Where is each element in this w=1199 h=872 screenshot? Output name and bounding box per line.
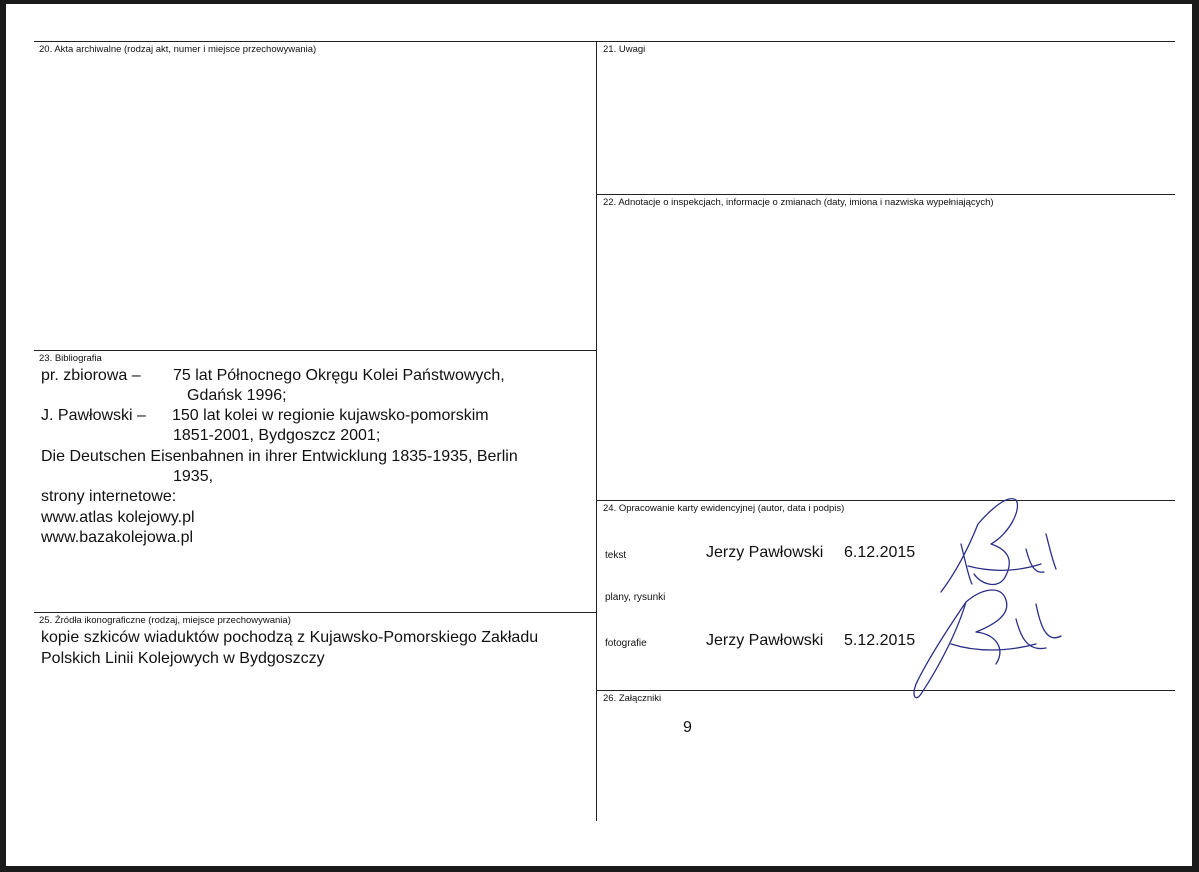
bib-entry-3-cont: 1935,: [173, 468, 214, 485]
page-number: 9: [683, 719, 692, 736]
row-photos-label: fotografie: [605, 638, 647, 649]
bib-web-2: www.bazakolejowa.pl: [41, 529, 194, 546]
iconographic-sources-line-1: kopie szkiców wiaduktów pochodzą z Kujawsko-Pomorskiego Zakładu: [41, 629, 539, 646]
field-20-label: 20. Akta archiwalne (rodzaj akt, numer i miejsce przechowywania): [39, 44, 317, 55]
bib-entry-2-title: 150 lat kolei w regionie kujawsko-pomorskim: [172, 407, 489, 424]
row-photos-author: Jerzy Pawłowski: [706, 632, 824, 649]
field-26-label: 26. Załączniki: [603, 693, 662, 704]
bib-entry-1-author: pr. zbiorowa –: [41, 367, 141, 384]
bib-entry-3: Die Deutschen Eisenbahnen in ihrer Entwicklung 1835-1935, Berlin: [41, 448, 518, 465]
bib-entry-2-cont: 1851-2001, Bydgoszcz 2001;: [173, 427, 381, 444]
row-text-date: 6.12.2015: [844, 544, 916, 561]
handwritten-signatures: [6, 4, 1192, 866]
field-25-label: 25. Źródła ikonograficzne (rodzaj, miejsce przechowywania): [39, 615, 291, 626]
bib-entry-1-cont: Gdańsk 1996;: [187, 387, 287, 404]
bib-web-1: www.atlas kolejowy.pl: [41, 509, 195, 526]
signature-1: [941, 499, 1056, 592]
row-text-author: Jerzy Pawłowski: [706, 544, 824, 561]
row-photos-date: 5.12.2015: [844, 632, 916, 649]
bib-entry-2-author: J. Pawłowski –: [41, 407, 146, 424]
bib-web-heading: strony internetowe:: [41, 488, 177, 505]
iconographic-sources-line-2: Polskich Linii Kolejowych w Bydgoszczy: [41, 650, 325, 667]
signature-2: [914, 590, 1061, 698]
field-21-label: 21. Uwagi: [603, 44, 646, 55]
field-23-label: 23. Bibliografia: [39, 353, 102, 364]
row-text-label: tekst: [605, 550, 627, 561]
row-plans-label: plany, rysunki: [605, 592, 666, 603]
evidence-card-sheet: [6, 4, 1192, 866]
field-22-label: 22. Adnotacje o inspekcjach, informacje o zmianach (daty, imiona i nazwiska wypełniających): [603, 197, 994, 208]
field-24-label: 24. Opracowanie karty ewidencyjnej (autor, data i podpis): [603, 503, 845, 514]
bib-entry-1-title: 75 lat Północnego Okręgu Kolei Państwowych,: [173, 367, 505, 384]
